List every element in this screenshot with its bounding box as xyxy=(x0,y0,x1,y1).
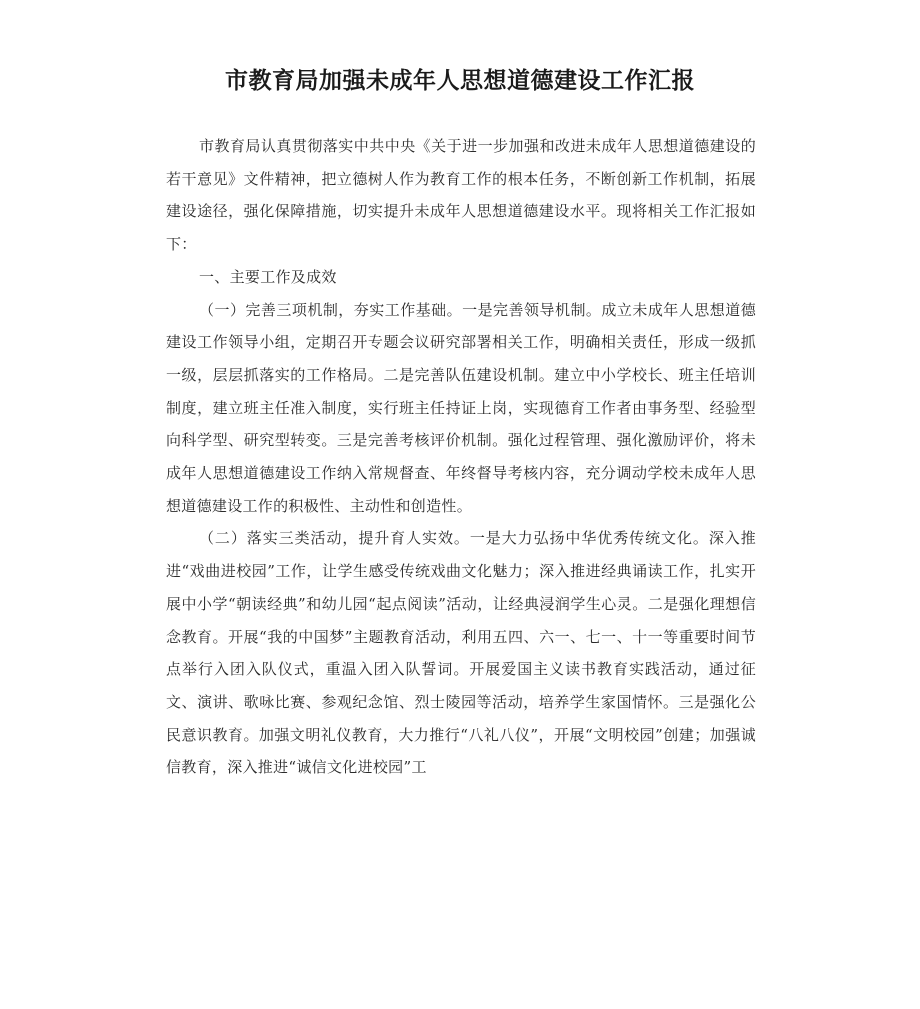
document-body xyxy=(166,130,756,784)
intro-paragraph: 市教育局认真贯彻落实中共中央《关于进一步加强和改进未成年人思想道德建设的若干意见》文件精神，把立德树人作为教育工作的根本任务，不断创新工作机制，拓展建设途径，强化保障措施，切实提升未成年人思想道德建设水平。现将相关工作汇报如下： xyxy=(166,137,756,254)
body-paragraph: （一）完善三项机制，夯实工作基础。一是完善领导机制。成立未成年人思想道德建设工作领导小组，定期召开专题会议研究部署相关工作，明确相关责任，形成一级抓一级，层层抓落实的工作格局。二是完善队伍建设机制。建立中小学校长、班主任培训制度，建立班主任准入制度，实行班主任持证上岗，实现德育工作者由事务型、经验型向科学型、研究型转变。三是完善考核评价机制。强化过程管理、强化激励评价，将未成年人思想道德建设工作纳入常规督查、年终督导考核内容，充分调动学校未成年人思想道德建设工作的积极性、主动性和创造性。 xyxy=(166,300,756,515)
document-title: 市教育局加强未成年人思想道德建设工作汇报 xyxy=(225,68,695,94)
section-heading: 一、主要工作及成效 xyxy=(199,267,337,286)
body-paragraph: （二）落实三类活动，提升育人实效。一是大力弘扬中华优秀传统文化。深入推进“戏曲进校园”工作，让学生感受传统戏曲文化魅力；深入推进经典诵读工作，扎实开展中小学“朝读经典”和幼儿园“起点阅读”活动，让经典浸润学生心灵。二是强化理想信念教育。开展“我的中国梦”主题教育活动，利用五四、六一、七一、十一等重要时间节点举行入团入队仪式，重温入团入队誓词。开展爱国主义读书教育实践活动，通过征文、演讲、歌咏比赛、参观纪念馆、烈士陵园等活动，培养学生家国情怀。三是强化公民意识教育。加强文明礼仪教育，大力推行“八礼八仪”，开展“文明校园”创建；加强诚信教育，深入推进“诚信文化进校园”工 xyxy=(166,529,756,777)
